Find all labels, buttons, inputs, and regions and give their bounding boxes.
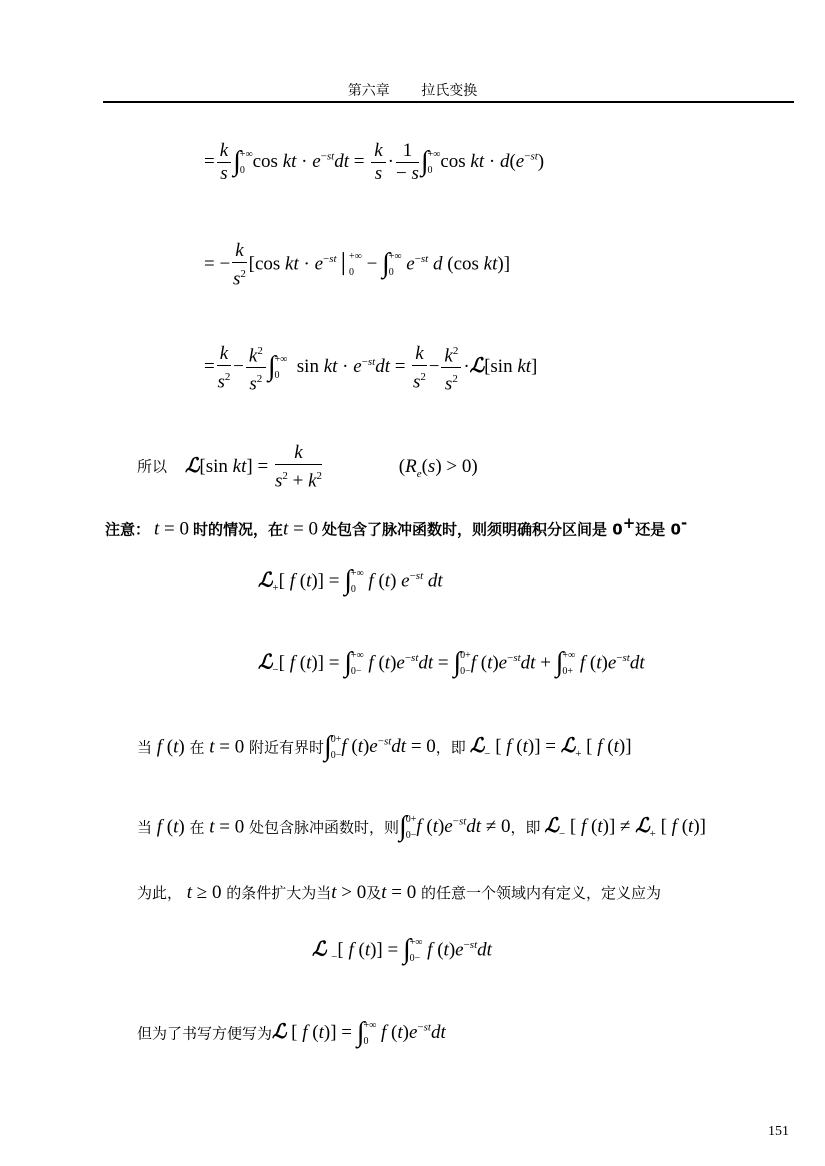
extend-line: 为此， t ≥ 0 的条件扩大为当t > 0及t = 0 的任意一个领域内有定义，定义应为 [137, 882, 662, 903]
final-line: 但为了书写方便写为ℒ [ f (t)] = ∫ +∞ 0 f $(t)e^{-st}dt$ [137, 1017, 446, 1048]
equation-L-minus: ℒ$_-$[ f (t)] = ∫ +∞ 0− f $(t)e^{-st}dt$ = ∫ 0+ 0− f $(t)e^{-st}dt$ + ∫ +∞ 0+ f $(t)e^{-st}dt$ [258, 647, 645, 678]
impulse-line: 当 f (t) 在 t = 0 处包含脉冲函数时，则∫ 0+ 0− f $(t)e^{-st}dt \ne 0$，即 ℒ$_-$ [ f (t)] ≠ ℒ$_+$ [ f (t)] [137, 811, 706, 842]
equation-L-plus: ℒ$_+$[ f (t)] = ∫ +∞ 0 f (t) $e^{-st}$ dt [258, 565, 443, 596]
conclusion-line: 所以 ℒ[sin kt] = $\frac{k}{s^2 + k^2}$ $(R_e(s) > 0)$ [137, 442, 478, 492]
equation-1: = $\frac{k}{s}$ ∫ +∞ 0 cos kt · $e^{-st}dt$ = $\frac{k}{s}$ · $\frac{1}{- s}$ ∫ +∞ 0 cos kt · $d(e^{-st})$ [204, 140, 545, 184]
bounded-line: 当 f (t) 在 t = 0 附近有界时∫ 0+ 0− f $(t)e^{-st}dt = 0$，即 ℒ$_-$ [ f (t)] = ℒ$_+$ [ f (t)] [137, 731, 632, 762]
equation-3: = $\frac{k}{s^2}$ − $\frac{k^2}{s^2}$ ∫ +∞ 0 sin kt · $e^{-st}dt$ = $\frac{k}{s^2}$ − $\frac{k^2}{s^2}$ ·ℒ[sin kt] [204, 340, 537, 396]
suoyi-label: 所以 [137, 457, 168, 476]
note-line: 注意： t = 0 时的情况，在t = 0 处包含了脉冲函数时，则须明确积分区间是 0+还是 0- [105, 514, 688, 540]
page-number: 151 [768, 1124, 789, 1139]
chapter-label: 第六章 [347, 84, 390, 99]
equation-2: = − $\frac{k}{s^2}$ [cos kt · $e^{-st}│$ +∞ 0 − ∫ +∞ 0 $e^{-st}$ d (cos kt)] [204, 240, 511, 290]
header-rule [103, 101, 794, 103]
note-label: 注意： [105, 520, 151, 539]
equation-L-minus-def: ℒ $_-$[ f (t)] = ∫ +∞ 0− f $(t)e^{-st}dt$ [312, 934, 492, 965]
chapter-title: 拉氏变换 [421, 84, 478, 99]
page-header [0, 80, 825, 100]
